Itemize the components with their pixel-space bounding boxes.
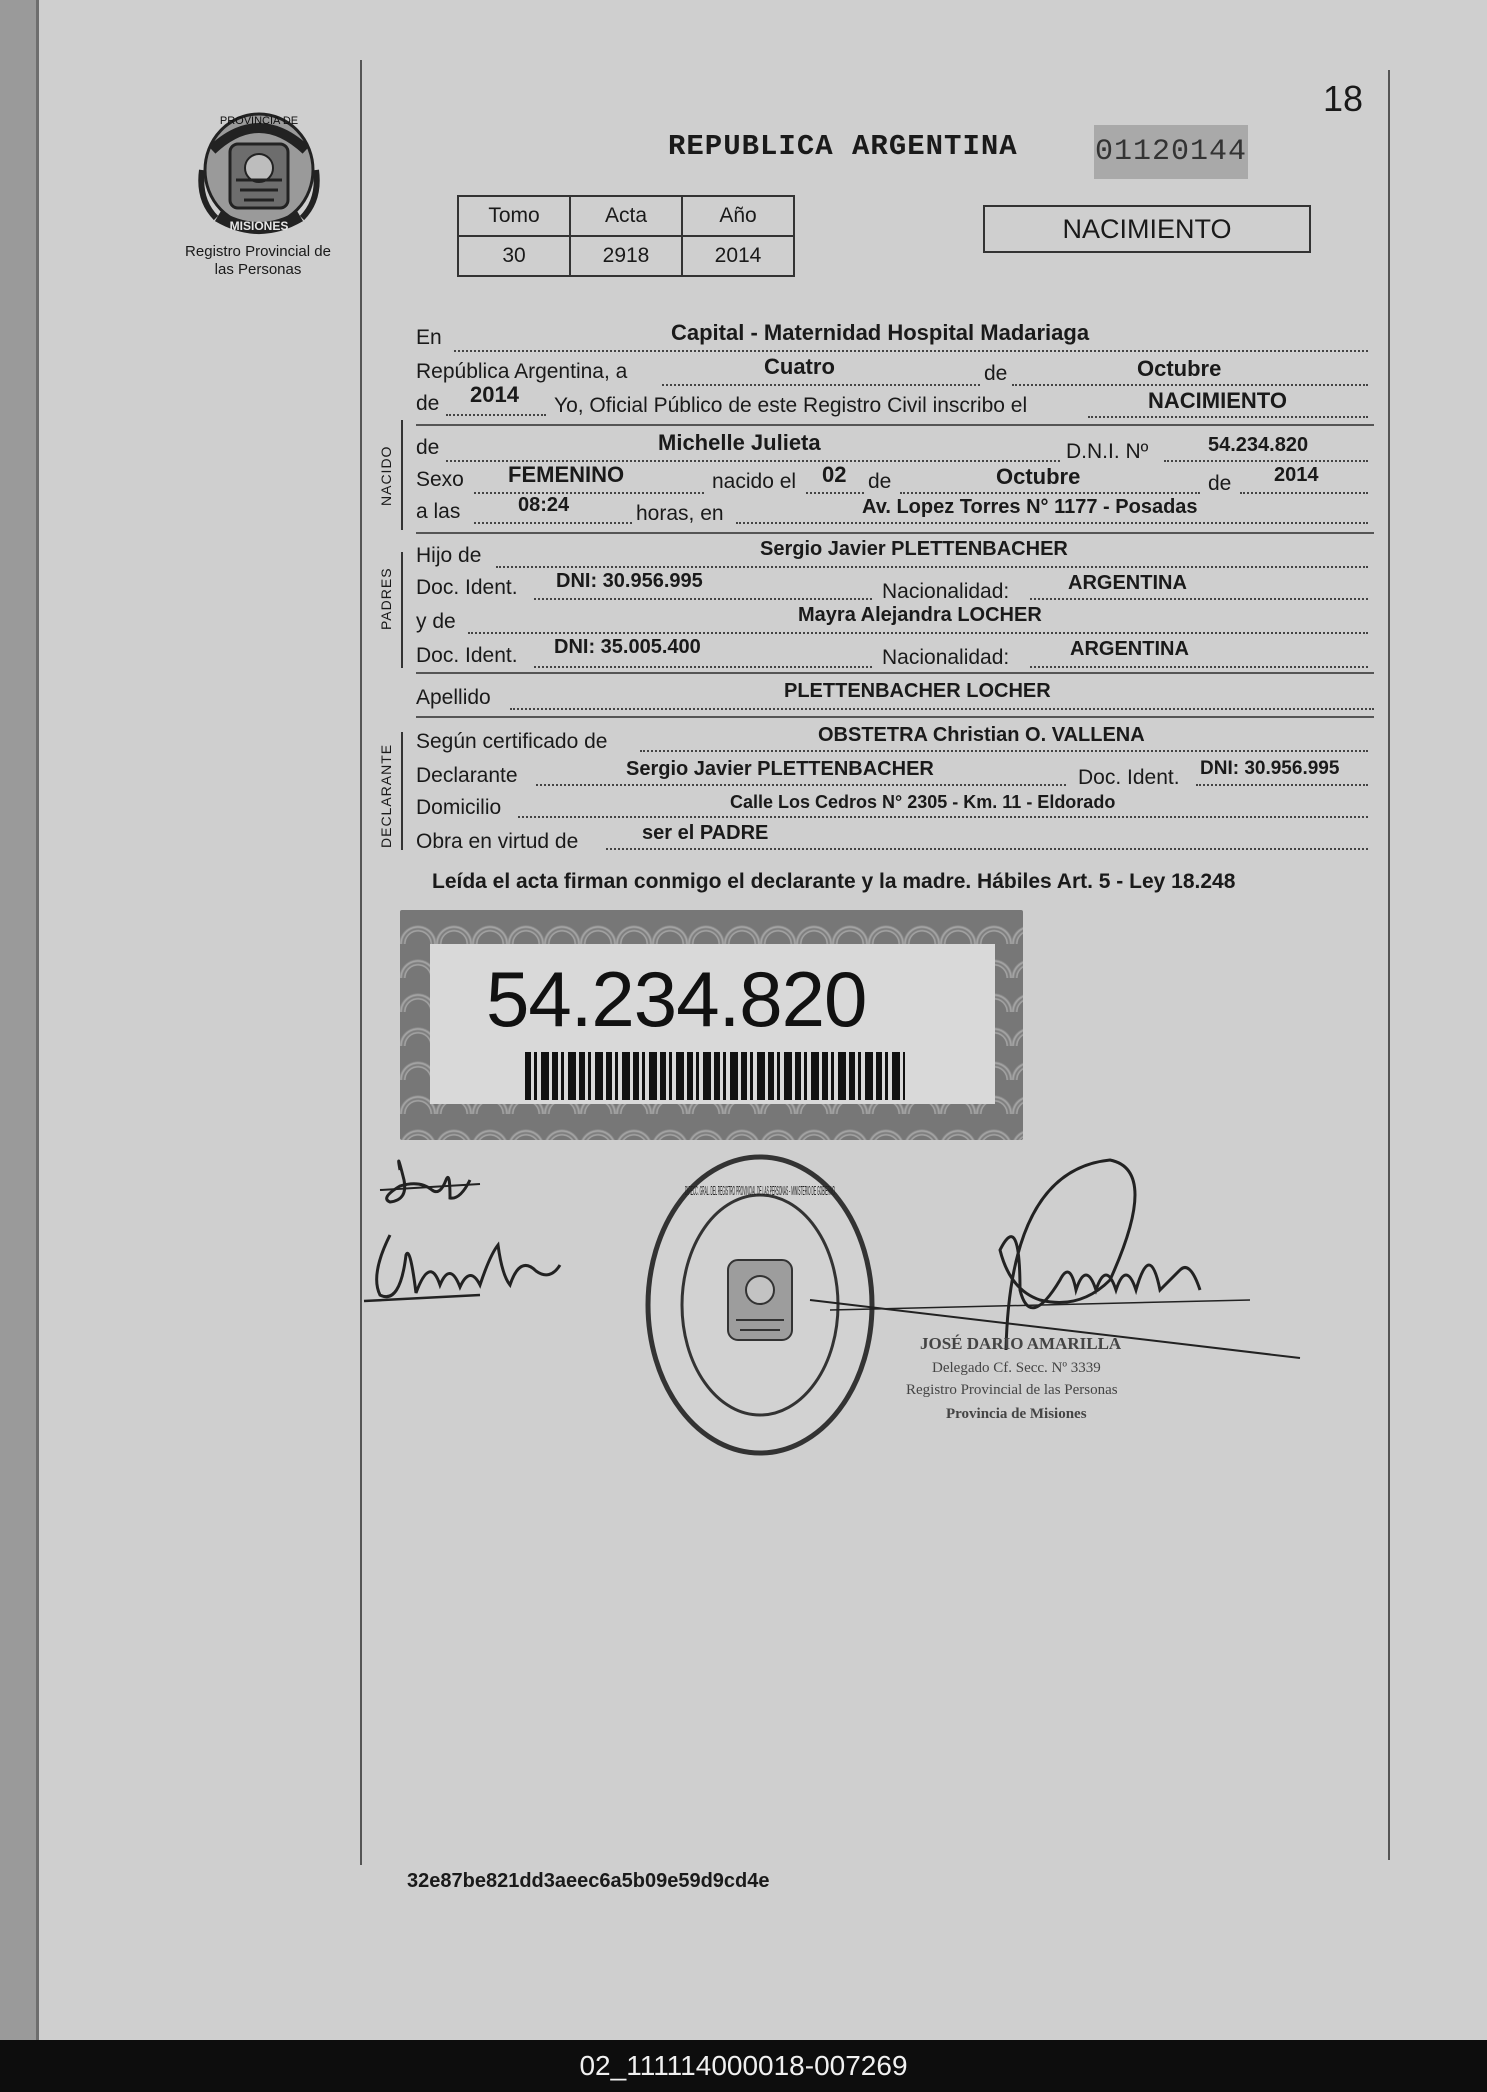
country-title: REPUBLICA ARGENTINA — [668, 130, 1018, 163]
value-domicilio: Calle Los Cedros N° 2305 - Km. 11 - Eldorado — [730, 792, 1116, 812]
dotted-line — [806, 492, 864, 494]
label-republica-a: República Argentina, a — [416, 360, 628, 383]
dotted-line — [606, 848, 1368, 850]
label-hijo-de: Hijo de — [416, 544, 482, 567]
value-mes: Octubre — [1137, 356, 1222, 381]
label-nacido-el: nacido el — [712, 470, 797, 493]
label-en: En — [416, 326, 442, 349]
dotted-line — [474, 492, 704, 494]
side-label-nacido: NACIDO — [378, 445, 394, 506]
official-name: JOSÉ DARIO AMARILLA — [920, 1334, 1122, 1353]
official-province: Provincia de Misiones — [946, 1406, 1087, 1422]
section-divider — [416, 532, 1374, 534]
page-number: 18 — [1323, 78, 1364, 119]
label-de-2: de — [416, 392, 440, 415]
label-domicilio: Domicilio — [416, 796, 502, 819]
value-mes-nac: Octubre — [996, 464, 1081, 489]
dotted-line — [446, 414, 546, 416]
dni-sticker-number: 54.234.820 — [486, 955, 867, 1043]
seal-text: DIRECC. GRAL. DEL REGISTRO PROVINCIAL DE LAS PERSONAS - MINISTERIO DE GOBIERNO — [685, 1183, 835, 1198]
dni-sticker — [400, 910, 1023, 1140]
serial-number: 01120144 — [1094, 125, 1248, 179]
value-apellido: PLETTENBACHER LOCHER — [784, 680, 1051, 702]
value-acta: 2918 — [570, 236, 682, 276]
label-yo: Yo, Oficial Público de este Registro Civil inscribo el — [554, 394, 1028, 417]
value-madre-nac: ARGENTINA — [1070, 638, 1189, 660]
section-bracket — [401, 420, 403, 530]
dotted-line — [1196, 784, 1368, 786]
value-dni: 54.234.820 — [1208, 434, 1309, 456]
section-divider — [416, 424, 1374, 426]
dotted-line — [1030, 666, 1368, 668]
side-label-padres: PADRES — [378, 567, 394, 630]
dotted-line — [534, 666, 872, 668]
value-lugar-nac: Av. Lopez Torres N° 1177 - Posadas — [862, 496, 1198, 518]
barcode-icon — [525, 1052, 905, 1100]
dotted-line — [1240, 492, 1368, 494]
label-apellido: Apellido — [416, 686, 491, 709]
label-nacionalidad-2: Nacionalidad: — [882, 646, 1010, 669]
value-anio: 2014 — [470, 382, 519, 407]
dni-sticker-inner — [430, 944, 995, 1104]
dotted-line — [496, 566, 1368, 568]
value-tomo: 30 — [458, 236, 570, 276]
section-divider — [416, 672, 1374, 674]
footer-file-id: 02_111114000018-007269 — [0, 2040, 1487, 2092]
dotted-line — [510, 708, 1374, 710]
label-dni: D.N.I. Nº — [1066, 440, 1149, 463]
value-sexo: FEMENINO — [508, 462, 625, 487]
side-label-declarante: DECLARANTE — [378, 743, 394, 848]
record-type-box: NACIMIENTO — [983, 205, 1311, 253]
label-nacido-de-3: de — [1208, 472, 1232, 495]
value-nombre: Michelle Julieta — [658, 430, 821, 455]
label-nacionalidad: Nacionalidad: — [882, 580, 1010, 603]
dotted-line — [640, 750, 1368, 752]
official-role: Delegado Cf. Secc. Nº 3339 — [932, 1360, 1101, 1376]
signature-madre-icon — [360, 1215, 580, 1325]
value-hora: 08:24 — [518, 494, 570, 516]
label-a-las: a las — [416, 500, 461, 523]
logo-top-text: PROVINCIA DE — [219, 115, 299, 127]
label-declarante: Declarante — [416, 764, 518, 787]
value-dia-letras: Cuatro — [764, 354, 835, 379]
value-tipo: NACIMIENTO — [1148, 388, 1287, 413]
label-doc-ident: Doc. Ident. — [416, 576, 518, 599]
record-table-values — [458, 236, 794, 276]
label-sexo: Sexo — [416, 468, 464, 491]
value-declarante: Sergio Javier PLETTENBACHER — [626, 758, 934, 780]
section-bracket — [401, 552, 403, 668]
record-table — [457, 195, 795, 277]
value-padre-doc: DNI: 30.956.995 — [556, 570, 703, 592]
dotted-line — [468, 632, 1368, 634]
section-divider — [416, 716, 1374, 718]
dotted-line — [736, 522, 1368, 524]
header-acta: Acta — [570, 196, 682, 236]
dotted-line — [900, 492, 1200, 494]
dotted-line — [662, 384, 980, 386]
value-anio-nac: 2014 — [1274, 464, 1319, 486]
label-segun: Según certificado de — [416, 730, 608, 753]
page-edge-shadow — [0, 0, 36, 2040]
value-obra: ser el PADRE — [642, 822, 769, 844]
record-table-header — [458, 196, 794, 236]
dotted-line — [1012, 384, 1368, 386]
provincia-misiones-logo-icon — [196, 110, 322, 238]
dotted-line — [534, 598, 872, 600]
label-doc-ident-2: Doc. Ident. — [416, 644, 518, 667]
value-declarante-doc: DNI: 30.956.995 — [1200, 758, 1340, 779]
document-hash: 32e87be821dd3aeec6a5b09e59d9cd4e — [407, 1870, 770, 1892]
label-nacido-de: de — [416, 436, 440, 459]
value-madre-doc: DNI: 35.005.400 — [554, 636, 701, 658]
label-y-de: y de — [416, 610, 456, 633]
label-horas-en: horas, en — [636, 502, 724, 525]
value-madre: Mayra Alejandra LOCHER — [798, 604, 1042, 626]
official-registry: Registro Provincial de las Personas — [906, 1382, 1118, 1398]
section-bracket — [401, 732, 403, 850]
right-margin-rule — [1388, 70, 1390, 1860]
value-padre-nac: ARGENTINA — [1068, 572, 1187, 594]
registry-name: Registro Provincial de las Personas — [185, 243, 331, 278]
dotted-line — [536, 784, 1066, 786]
header-anio: Año — [682, 196, 794, 236]
value-padre: Sergio Javier PLETTENBACHER — [760, 538, 1068, 560]
logo-bottom-text: MISIONES — [229, 219, 289, 233]
label-obra: Obra en virtud de — [416, 830, 579, 853]
left-margin-rule — [360, 60, 362, 1865]
label-nacido-de-2: de — [868, 470, 892, 493]
value-certificado: OBSTETRA Christian O. VALLENA — [818, 724, 1145, 746]
label-de: de — [984, 362, 1008, 385]
dotted-line — [454, 350, 1368, 352]
dotted-line — [1164, 460, 1368, 462]
value-lugar: Capital - Maternidad Hospital Madariaga — [671, 320, 1090, 345]
dotted-line — [1030, 598, 1368, 600]
label-doc-ident-3: Doc. Ident. — [1078, 766, 1180, 789]
header-tomo: Tomo — [458, 196, 570, 236]
dotted-line — [518, 816, 1368, 818]
dotted-line — [1088, 416, 1368, 418]
closing-statement: Leída el acta firman conmigo el declarante y la madre. Hábiles Art. 5 - Ley 18.248 — [432, 870, 1236, 893]
dotted-line — [474, 522, 632, 524]
value-anio: 2014 — [682, 236, 794, 276]
value-dia-nac: 02 — [822, 462, 847, 487]
